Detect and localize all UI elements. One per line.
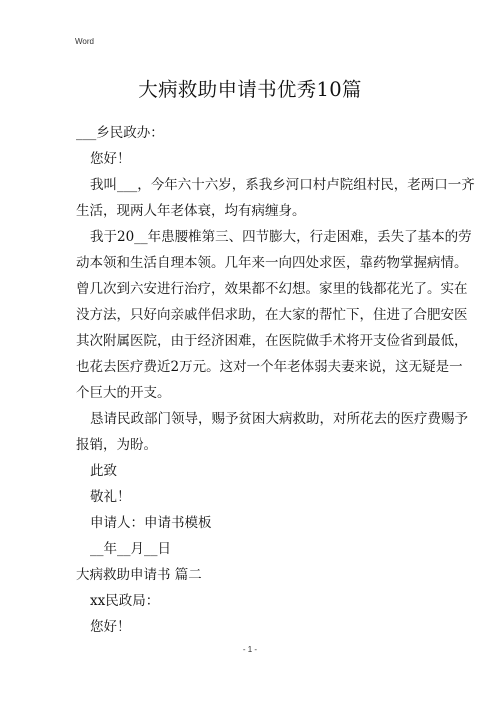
section-heading: 大病救助申请书 篇二	[76, 567, 202, 583]
paragraph-line: 生活，现两人年老体衰，均有病缠身。	[76, 203, 306, 219]
paragraph-line: 没方法，只好向亲戚伴侣求助，在大家的帮忙下，住进了合肥安医	[76, 307, 468, 323]
closing-line: 敬礼！	[90, 489, 131, 505]
paragraph-line: 曾几次到六安进行治疗，效果都不幻想。家里的钱都花光了。实在	[76, 281, 468, 297]
paragraph-line: 您好！	[90, 151, 131, 167]
paragraph-line: 我于20__年患腰椎第三、四节膨大，行走困难，丢失了基本的劳	[90, 229, 472, 245]
header-label: Word	[75, 37, 94, 46]
closing-line: 此致	[90, 463, 117, 479]
paragraph-line: 我叫___，今年六十六岁，系我乡河口村卢院组村民，老两口一齐	[90, 177, 475, 193]
paragraph-line: 动本领和生活自理本领。几年来一向四处求医，靠药物掌握病情。	[76, 255, 468, 271]
document-body	[76, 120, 475, 640]
paragraph-line: ___乡民政办：	[76, 125, 164, 141]
date-line: __年__月__日	[90, 541, 171, 557]
paragraph-line: 其次附属医院，由于经济困难，在医院做手术将开支俭省到最低，	[76, 333, 468, 349]
salutation-line: xx民政局：	[90, 593, 160, 609]
paragraph-line: 也花去医疗费近2万元。这对一个年老体弱夫妻来说，这无疑是一	[76, 359, 463, 375]
applicant-line: 申请人：申请书模板	[90, 515, 212, 531]
paragraph-line: 报销，为盼。	[76, 437, 157, 453]
paragraph-line: 个巨大的开支。	[76, 385, 171, 401]
document-title: 大病救助申请书优秀10篇	[138, 78, 362, 101]
greeting-line: 您好！	[90, 619, 131, 635]
paragraph-line: 恳请民政部门领导，赐予贫困大病救助，对所花去的医疗费赐予	[90, 411, 468, 427]
page-number: - 1 -	[242, 645, 258, 654]
